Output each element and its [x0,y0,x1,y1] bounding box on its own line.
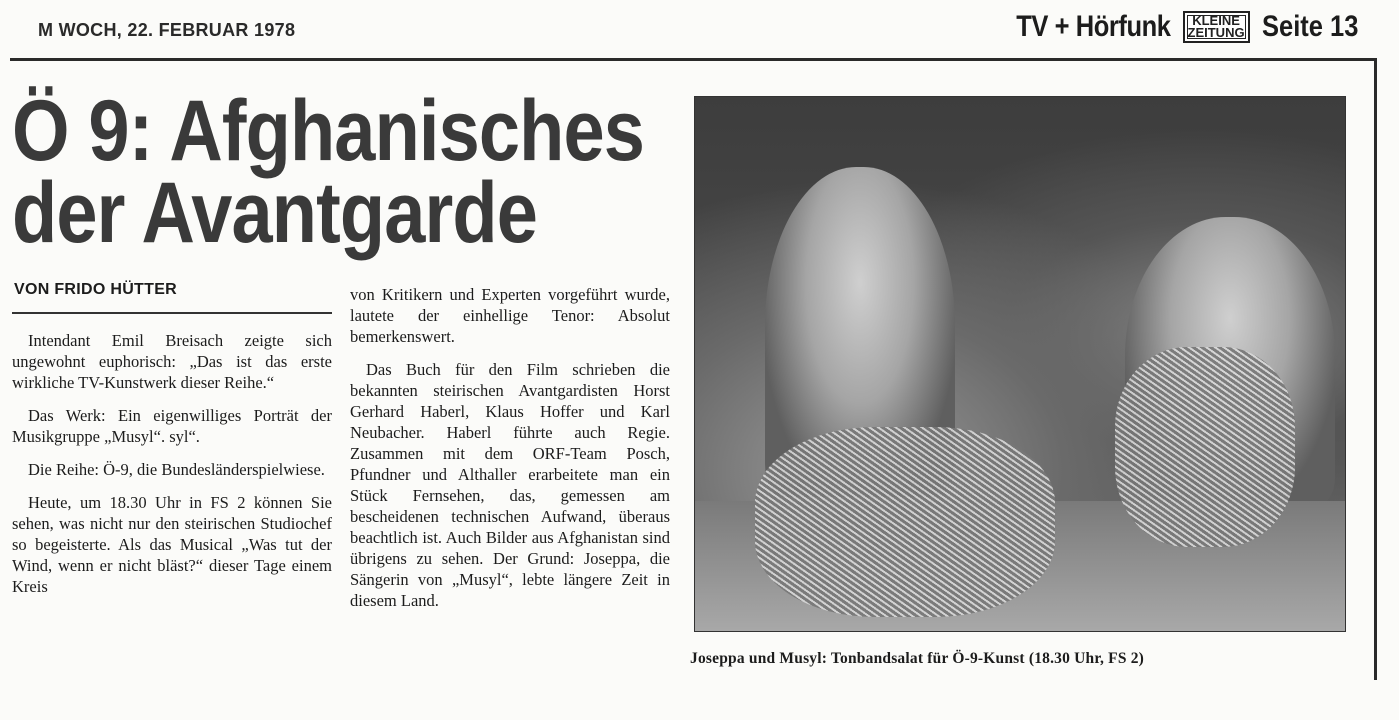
logo-line-2: ZEITUNG [1187,25,1245,40]
page-header-right [989,10,1375,44]
logo-line-1: KLEINE [1192,12,1240,28]
header-rule [10,58,1377,61]
text-column-1 [12,330,332,609]
newspaper-logo [1183,11,1250,44]
tape-pile-left [755,427,1055,617]
section-title: TV + Hörfunk [1016,10,1171,43]
paragraph: von Kritikern und Experten vorgeführt wurde, lautete der einhellige Tenor: Absolut bemerkenswert. [350,285,670,346]
tape-pile-right [1115,347,1295,547]
byline-rule [12,312,332,314]
page-number: Seite 13 [1261,10,1358,43]
headline [12,83,682,261]
issue-date: M WOCH, 22. FEBRUAR 1978 [38,20,296,40]
paragraph: Die Reihe: Ö-9, die Bundesländerspielwiese. [28,460,325,479]
text-column-2 [350,284,670,623]
paragraph: Heute, um 18.30 Uhr in FS 2 können Sie sehen, was nicht nur den steirischen Studiochef so begeisterte. Als das Musical „Was tut der Wind, wenn er nicht bläst?“ dieser Tage einem Kreis [12,493,332,596]
right-rule [1374,58,1377,680]
paragraph: Intendant Emil Breisach zeigte sich ungewohnt euphorisch: „Das ist das erste wirkliche TV-Kunstwerk dieser Reihe.“ [12,331,332,392]
article-photo [694,96,1346,632]
paragraph: Das Buch für den Film schrieben die bekannten steirischen Avantgardisten Horst Gerhard Haberl, Klaus Hoffer und Karl Neubacher. Haberl führte auch Regie. Zusammen mit dem ORF-Team Posch, Pfundner und Althaller erarbeitete man ein Stück Fernsehen, das, gemessen am bescheidenen technischen Aufwand, überaus beachtlich ist. Auch Bilder aus Afghanistan sind übrigens zu sehen. Der Grund: Joseppa, die Sängerin von „Musyl“, lebte längere Zeit in diesem Land. [350,360,670,610]
headline-line-1: Ö 9: Afghanisches [12,83,644,179]
photo-caption: Joseppa und Musyl: Tonbandsalat für Ö-9-Kunst (18.30 Uhr, FS 2) [690,650,1145,667]
byline: VON FRIDO HÜTTER [14,281,178,298]
paragraph: Das Werk: Ein eigenwilliges Porträt der Musikgruppe „Musyl“. syl“. [12,406,332,446]
headline-line-2: der Avantgarde [12,165,538,261]
